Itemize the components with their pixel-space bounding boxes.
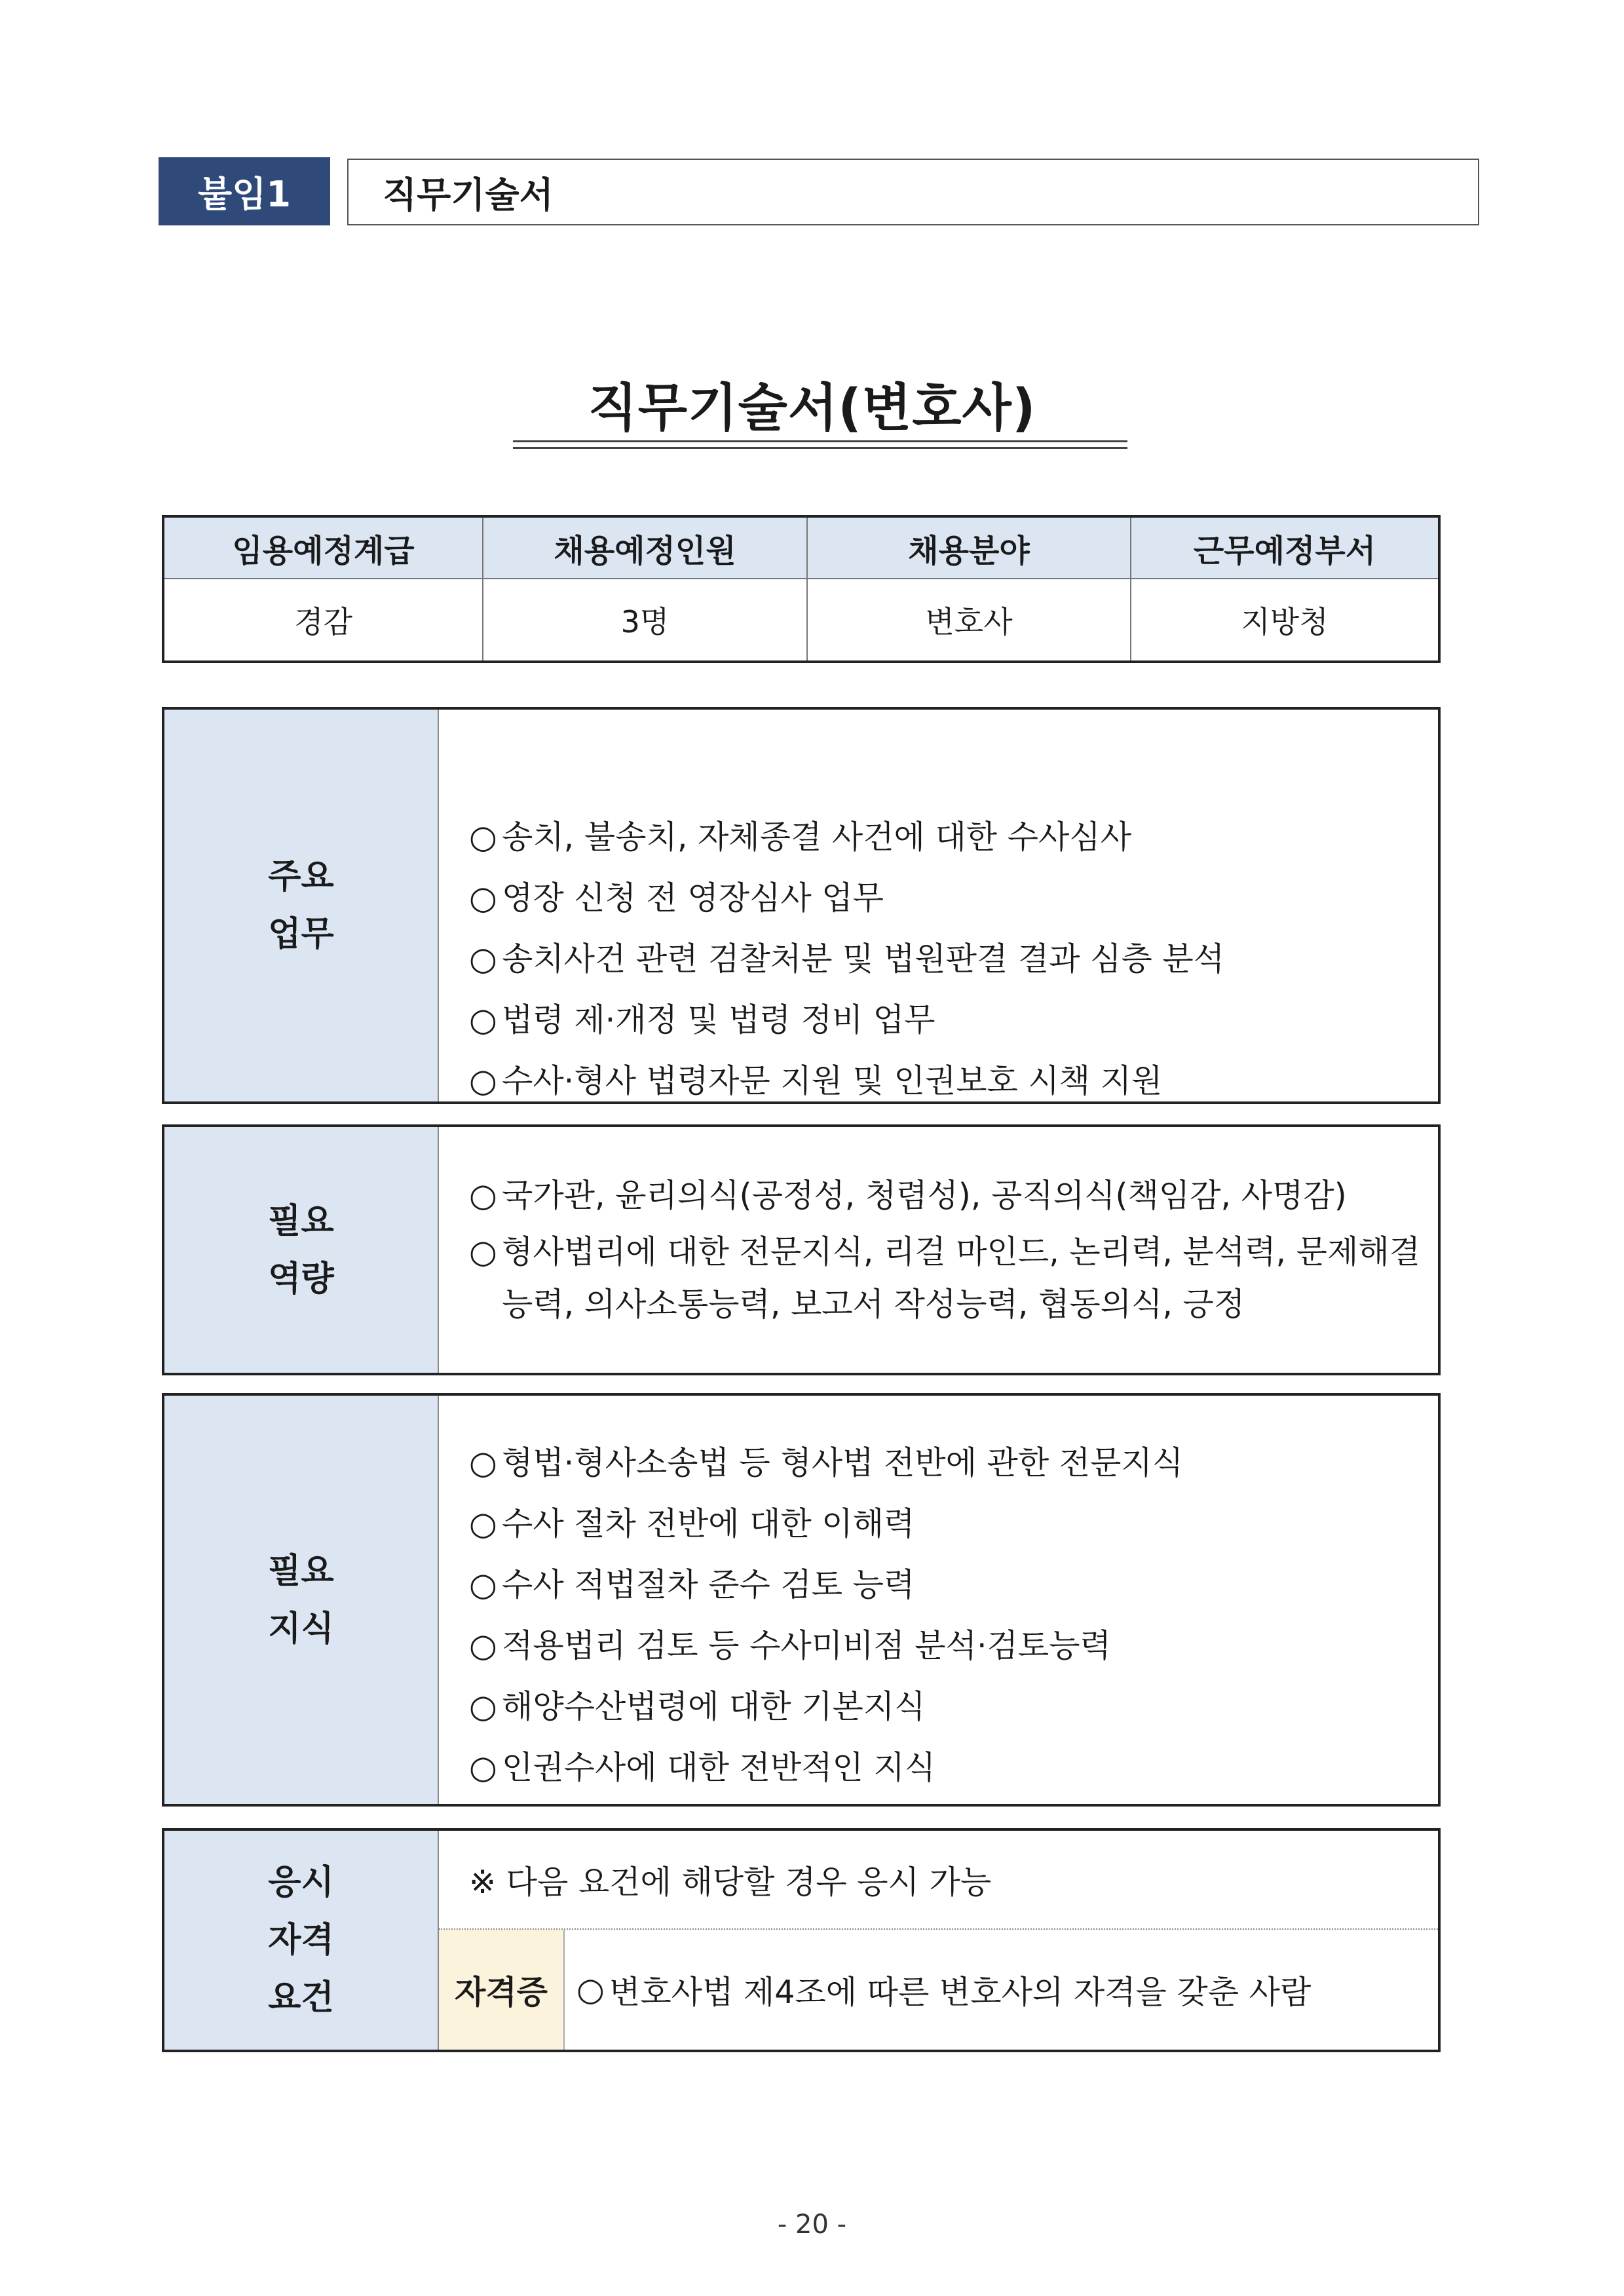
list-item — [469, 1165, 1438, 1226]
qualification-row — [439, 1930, 1438, 2050]
knowledge-label — [164, 1396, 439, 1804]
label-line: 업무 — [268, 915, 334, 954]
qualification-value — [565, 1930, 1311, 2050]
label-line: 지식 — [268, 1609, 334, 1649]
main-duties-list — [439, 710, 1438, 1101]
bullet-mark: ○ — [469, 1688, 497, 1725]
bullet-mark: ○ — [469, 1505, 497, 1542]
list-item — [469, 928, 1438, 989]
eligibility-section — [162, 1828, 1441, 2052]
bullet-mark: ○ — [469, 1233, 497, 1271]
bullet-mark: ○ — [469, 1444, 497, 1482]
label-line: 필요 — [268, 1201, 334, 1241]
title-underline — [513, 440, 1127, 442]
list-item-text: 송치, 불송치, 자체종결 사건에 대한 수사심사 — [502, 818, 1132, 856]
competencies-label — [164, 1127, 439, 1373]
list-item-text: 송치사건 관련 검찰처분 및 법원판결 결과 심층 분석 — [502, 940, 1225, 978]
page-number: - 20 - — [777, 2210, 847, 2240]
eligibility-note: ※ 다음 요건에 해당할 경우 응시 가능 — [439, 1831, 1438, 1930]
list-item-text: 형사법리에 대한 전문지식, 리걸 마인드, 논리력, 분석력, 문제해결능력, 의사소통능력, 보고서 작성능력, 협동의식, 긍정 — [502, 1233, 1421, 1323]
competencies-section — [162, 1124, 1441, 1375]
label-line: 필요 — [268, 1551, 334, 1591]
position-info-table — [162, 515, 1441, 663]
header-title-box — [347, 159, 1479, 225]
attachment-badge: 붙임1 — [159, 157, 330, 225]
bullet-mark: ○ — [469, 879, 497, 917]
bullet-mark: ○ — [469, 940, 497, 978]
list-item — [469, 1676, 1438, 1737]
document-title: 직무기술서(변호사) — [588, 379, 1036, 438]
list-item-text: 수사 적법절차 준수 검토 능력 — [502, 1566, 915, 1603]
header-headcount: 채용예정인원 — [483, 518, 808, 579]
list-item — [469, 868, 1438, 928]
bullet-mark: ○ — [469, 1177, 497, 1214]
knowledge-section — [162, 1393, 1441, 1807]
label-line: 자격 — [268, 1921, 334, 1960]
list-item-text: 해양수산법령에 대한 기본지식 — [502, 1688, 926, 1725]
value-rank: 경감 — [164, 579, 483, 660]
knowledge-list — [439, 1396, 1438, 1804]
list-item-text: 수사·형사 법령자문 지원 및 인권보호 시책 지원 — [502, 1062, 1163, 1100]
list-item — [469, 1615, 1438, 1676]
list-item-text: 형법·형사소송법 등 형사법 전반에 관한 전문지식 — [502, 1444, 1184, 1482]
list-item-text: 수사 절차 전반에 대한 이해력 — [502, 1505, 915, 1542]
list-item — [469, 1493, 1438, 1554]
list-item — [469, 1432, 1438, 1493]
header-department: 근무예정부서 — [1131, 518, 1438, 579]
list-item-text: 법령 제·개정 및 법령 정비 업무 — [502, 1001, 935, 1039]
header-title: 직무기술서 — [383, 174, 554, 216]
bullet-mark: ○ — [469, 818, 497, 856]
competencies-list — [439, 1127, 1438, 1373]
list-item-text: 적용법리 검토 등 수사미비점 분석·검토능력 — [502, 1627, 1111, 1664]
bullet-mark: ○ — [469, 1627, 497, 1664]
bullet-mark: ○ — [469, 1749, 497, 1786]
label-line: 응시 — [268, 1863, 334, 1902]
label-line: 역량 — [268, 1259, 334, 1299]
list-item-text: 영장 신청 전 영장심사 업무 — [502, 879, 884, 917]
bullet-mark: ○ — [469, 1001, 497, 1039]
bullet-mark: ○ — [469, 1566, 497, 1603]
list-item — [469, 1737, 1438, 1798]
value-field: 변호사 — [808, 579, 1131, 660]
main-duties-section — [162, 707, 1441, 1104]
header-field: 채용분야 — [808, 518, 1131, 579]
qualification-label: 자격증 — [439, 1930, 565, 2050]
list-item — [469, 1050, 1438, 1111]
list-item — [469, 1226, 1438, 1331]
eligibility-label — [164, 1831, 439, 2050]
main-duties-label — [164, 710, 439, 1101]
qualification-text: 변호사법 제4조에 따른 변호사의 자격을 갖춘 사람 — [609, 1973, 1312, 2011]
label-line: 요건 — [268, 1978, 334, 2018]
title-underline-second — [513, 447, 1127, 449]
bullet-mark: ○ — [576, 1971, 605, 2008]
label-line: 주요 — [268, 857, 334, 896]
list-item — [469, 1554, 1438, 1615]
list-item — [469, 989, 1438, 1050]
eligibility-content — [439, 1831, 1438, 2050]
bullet-mark: ○ — [469, 1062, 497, 1100]
list-item — [469, 807, 1438, 868]
value-department: 지방청 — [1241, 604, 1329, 640]
value-headcount: 3명 — [483, 579, 808, 660]
header-rank: 임용예정계급 — [164, 518, 483, 579]
list-item-text: 인권수사에 대한 전반적인 지식 — [502, 1749, 936, 1786]
list-item-text: 국가관, 윤리의식(공정성, 청렴성), 공직의식(책임감, 사명감) — [502, 1177, 1347, 1214]
